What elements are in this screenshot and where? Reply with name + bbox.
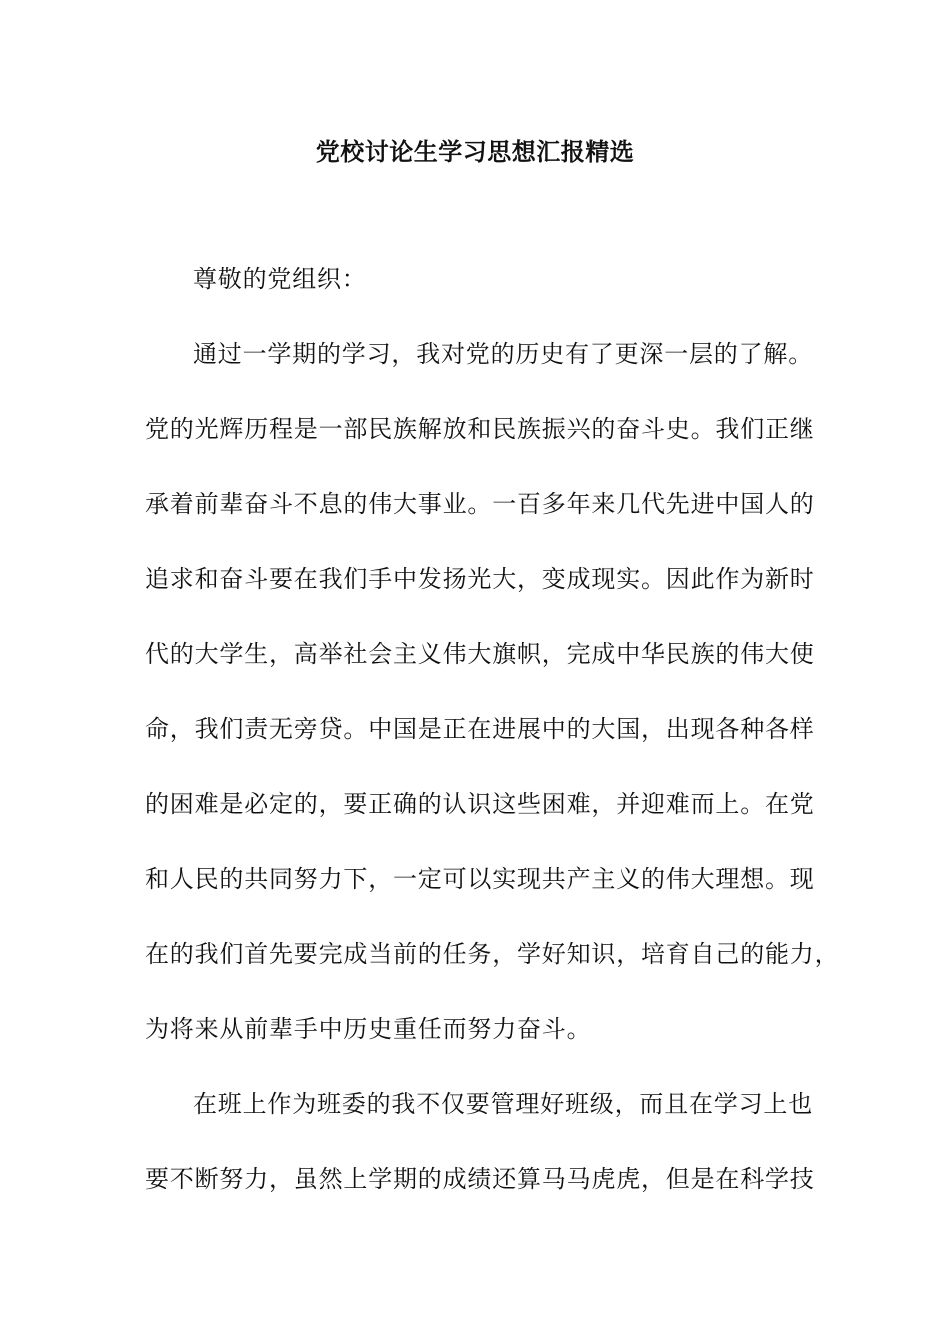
paragraph-line: 在班上作为班委的我不仅要管理好班级，而且在学习上也 [193,1090,813,1118]
salutation-line: 尊敬的党组织： [193,265,367,293]
paragraph-line: 要不断努力，虽然上学期的成绩还算马马虎虎，但是在科学技 [145,1165,815,1193]
paragraph-line: 命，我们责无旁贷。中国是正在进展中的大国，出现各种各样 [145,715,815,743]
paragraph-line: 党的光辉历程是一部民族解放和民族振兴的奋斗史。我们正继 [145,415,815,443]
paragraph-line: 为将来从前辈手中历史重任而努力奋斗。 [145,1015,592,1043]
paragraph-line: 和人民的共同努力下，一定可以实现共产主义的伟大理想。现 [145,865,815,893]
paragraph-line: 的困难是必定的，要正确的认识这些困难，并迎难而上。在党 [145,790,815,818]
paragraph-line: 代的大学生，高举社会主义伟大旗帜，完成中华民族的伟大使 [145,640,815,668]
paragraph-line: 在的我们首先要完成当前的任务，学好知识，培育自己的能力， [145,940,840,968]
paragraph-line: 通过一学期的学习，我对党的历史有了更深一层的了解。 [193,340,813,368]
document-title: 党校讨论生学习思想汇报精选 [315,137,635,166]
paragraph-line: 承着前辈奋斗不息的伟大事业。一百多年来几代先进中国人的 [145,490,815,518]
paragraph-line: 追求和奋斗要在我们手中发扬光大，变成现实。因此作为新时 [145,565,815,593]
